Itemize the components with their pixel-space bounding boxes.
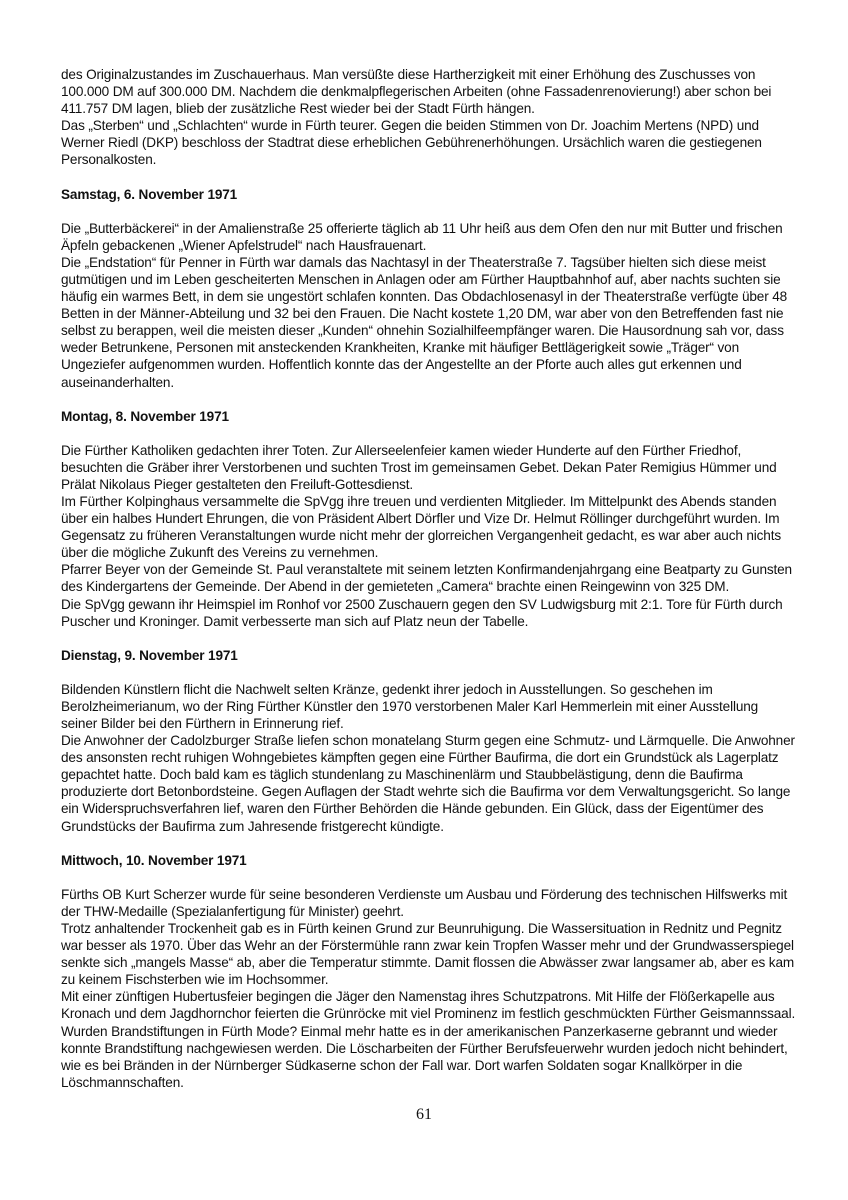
paragraph: Die Fürther Katholiken gedachten ihrer Toten. Zur Allerseelenfeier kamen wieder Hunderte auf den Fürther Friedhof, besuchten die Gräber ihrer Verstorbenen und suchten Trost im gemeinsamen Gebet. Dekan Pater Remigius Hümmer und Prälat Nikolaus Pieger gestalteten den Freiluft-Gottesdienst. bbox=[61, 442, 777, 492]
page-number: 61 bbox=[416, 1106, 432, 1123]
paragraph: Die SpVgg gewann ihr Heimspiel im Ronhof vor 2500 Zuschauern gegen den SV Ludwigsburg mit 2:1. Tore für Fürth durch Puscher und Kroninger. Damit verbesserte man sich auf Platz neun der Tabelle. bbox=[61, 596, 783, 629]
paragraph: Wurden Brandstiftungen in Fürth Mode? Einmal mehr hatte es in der amerikanischen Panzerkaserne gebrannt und wieder konnte Brandstiftung nachgewiesen werden. Die Löscharbeiten der Fürther Berufsfeuerwehr wurden jedoch nicht behindert, wie es bei Bränden in der Nürnberger Südkaserne schon der Fall war. Dort warfen Soldaten sogar Knallkörper in die Löschmannschaften. bbox=[61, 1023, 788, 1090]
section-heading: Samstag, 6. November 1971 bbox=[61, 186, 238, 202]
section-heading: Dienstag, 9. November 1971 bbox=[61, 647, 238, 663]
intro-section bbox=[61, 66, 796, 169]
paragraph: Pfarrer Beyer von der Gemeinde St. Paul veranstaltete mit seinem letzten Konfirmandenjahrgang eine Beatparty zu Gunsten des Kindergartens der Gemeinde. Der Abend in der gemieteten „Camera“ brachte einen Reingewinn von 325 DM. bbox=[61, 562, 792, 595]
section-wednesday-10-nov bbox=[61, 852, 796, 1091]
section-heading: Mittwoch, 10. November 1971 bbox=[61, 852, 247, 868]
section-monday-8-nov bbox=[61, 408, 796, 630]
paragraph: Bildenden Künstlern flicht die Nachwelt selten Kränze, gedenkt ihrer jedoch in Ausstellungen. So geschehen im Berolzheimerianum, wo der Ring Fürther Künstler den 1970 verstorbenen Maler Karl Hemmerlein mit einer Ausstellung seiner Bilder bei den Fürthern in Erinnerung rief. bbox=[61, 681, 759, 731]
paragraph: Die „Butterbäckerei“ in der Amalienstraße 25 offerierte täglich ab 11 Uhr heiß aus dem Ofen den nur mit Butter und frischen Äpfeln gebackenen „Wiener Apfelstrudel“ nach Hausfrauenart. bbox=[61, 220, 783, 253]
paragraph: Im Fürther Kolpinghaus versammelte die SpVgg ihre treuen und verdienten Mitglieder. Im Mittelpunkt des Abends standen über ein halbes Hundert Ehrungen, die von Präsident Albert Dörfler und Vize Dr. Helmut Röllinger durchgeführt wurden. Im Gegensatz zu früheren Veranstaltungen wurde nicht mehr der glorreichen Vergangenheit gedacht, es war aber auch nichts über die mögliche Zukunft des Vereins zu vernehmen. bbox=[61, 493, 781, 561]
section-tuesday-9-nov bbox=[61, 647, 796, 835]
paragraph: Fürths OB Kurt Scherzer wurde für seine besonderen Verdienste um Ausbau und Förderung des technischen Hilfswerks mit der THW-Medaille (Spezialanfertigung für Minister) geehrt. bbox=[61, 886, 788, 919]
section-saturday-6-nov bbox=[61, 186, 796, 391]
paragraph: Die „Endstation“ für Penner in Fürth war damals das Nachtasyl in der Theaterstraße 7. Tagsüber hielten sich diese meist gutmütigen und im Leben gescheiterten Menschen in Anlagen oder am Fürther Hauptbahnhof auf, aber nachts suchten sie häufig ein warmes Bett, in dem sie ungestört schlafen konnten. Das Obdachlosenasyl in der Theaterstraße verfügte über 48 Betten in der Männer-Abteilung und 32 bei den Frauen. Die Nacht kostete 1,20 DM, war aber von den Betreffenden fast nie selbst zu berappen, weil die meisten dieser „Kunden“ ohnehin Sozialhilfeempfänger waren. Die Hausordnung sah vor, dass weder Betrunkene, Personen mit ansteckenden Krankheiten, Kranke mit häufiger Bettlägerigkeit sowie „Träger“ von Ungeziefer aufgenommen wurden. Hoffentlich konnte das der Angestellte an der Pforte auch alles gut erkennen und auseinanderhalten. bbox=[61, 254, 788, 390]
document-page bbox=[61, 66, 796, 1091]
paragraph: Trotz anhaltender Trockenheit gab es in Fürth keinen Grund zur Beunruhigung. Die Wassersituation in Rednitz und Pegnitz war besser als 1970. Über das Wehr an der Förstermühle rann zwar kein Tropfen Wasser mehr und der Grundwasserspiegel senkte sich „mangels Masse“ ab, aber die Temperatur stimmte. Damit flossen die Abwässer zwar langsamer ab, aber es kam zu keinem Fischsterben wie im Hochsommer. bbox=[61, 920, 795, 988]
paragraph: Die Anwohner der Cadolzburger Straße liefen schon monatelang Sturm gegen eine Schmutz- und Lärmquelle. Die Anwohner des ansonsten recht ruhigen Wohngebietes kämpften gegen eine Fürther Baufirma, die dort ein Grundstück als Lagerplatz gepachtet hatte. Doch bald kam es täglich stundenlang zu Maschinenlärm und Staubbelästigung, denn die Baufirma produzierte dort Betonbordsteine. Gegen Auflagen der Stadt wehrte sich die Baufirma vor dem Verwaltungsgericht. So lange ein Widerspruchsverfahren lief, waren den Fürther Behörden die Hände gebunden. Ein Glück, dass der Eigentümer des Grundstücks der Baufirma zum Jahresende fristgerecht kündigte. bbox=[61, 733, 795, 834]
paragraph: Das „Sterben“ und „Schlachten“ wurde in Fürth teurer. Gegen die beiden Stimmen von Dr. Joachim Mertens (NPD) und Werner Riedl (DKP) beschloss der Stadtrat diese erheblichen Gebührenerhöhungen. Ursächlich waren die gestiegenen Personalkosten. bbox=[61, 118, 762, 168]
paragraph: des Originalzustandes im Zuschauerhaus. Man versüßte diese Hartherzigkeit mit einer Erhöhung des Zuschusses von 100.000 DM auf 300.000 DM. Nachdem die denkmalpflegerischen Arbeiten (ohne Fassadenrenovierung!) aber schon bei 411.757 DM lagen, blieb der zusätzliche Rest wieder bei der Stadt Fürth hängen. bbox=[61, 67, 772, 117]
paragraph: Mit einer zünftigen Hubertusfeier begingen die Jäger den Namenstag ihres Schutzpatrons. Mit Hilfe der Flößerkapelle aus Kronach und dem Jagdhornchor feierten die Grünröcke mit viel Prominenz im festlich geschmückten Fürther Geismannssaal. bbox=[61, 989, 796, 1022]
section-heading: Montag, 8. November 1971 bbox=[61, 408, 229, 424]
